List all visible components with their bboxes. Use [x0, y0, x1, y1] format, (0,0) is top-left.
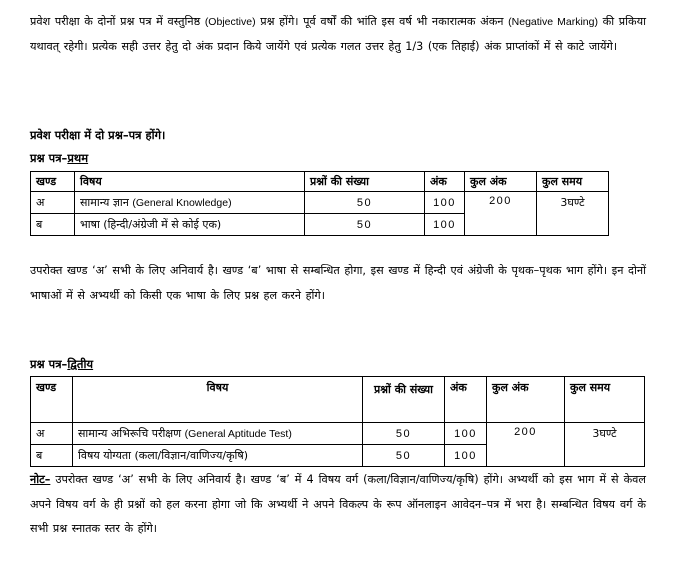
paper1-table	[30, 171, 609, 236]
table-row	[31, 192, 609, 214]
paper1-header-total-marks: कुल अंक	[465, 172, 537, 192]
table-row	[31, 423, 645, 445]
paper1-header-subject: विषय	[75, 172, 305, 192]
subject-cell: भाषा (हिन्दी/अंग्रेजी में से कोई एक)	[75, 214, 305, 236]
paper1-title	[30, 151, 88, 166]
marks-cell: 100	[445, 423, 487, 445]
paper1-header-total-time: कुल समय	[537, 172, 609, 192]
paper2-title-name: द्वितीय	[67, 357, 94, 371]
note-label: नोट–	[30, 473, 51, 486]
paper1-header-marks: अंक	[425, 172, 465, 192]
paper1-header-row	[31, 172, 609, 192]
total-time-cell: 3घण्टे	[537, 192, 609, 236]
note-text: उपरोक्त खण्ड ‘अ’ सभी के लिए अनिवार्य है। खण्ड ‘ब’ में 4 विषय वर्ग (कला/विज्ञान/वाणिज्य/कृषि) होंगे। अभ्यर्थी को इस भाग में से केवल अपने विषय वर्ग के ही प्रश्नों को हल करना होगा जो कि अभ्यर्थी ने अपने विकल्प के रूप ऑनलाइन आवेदन–पत्र में भरा है। सम्बन्धित विषय वर्ग के सभी प्रश्न स्नातक स्तर के होंगे।	[30, 473, 646, 535]
section-cell: ब	[31, 445, 73, 467]
paper2-header-row	[31, 377, 645, 423]
paper2-header-subject: विषय	[73, 377, 363, 423]
paper1-header-section: खण्ड	[31, 172, 75, 192]
section-cell: ब	[31, 214, 75, 236]
paper1-note-paragraph: उपरोक्त खण्ड ‘अ’ सभी के लिए अनिवार्य है। खण्ड ‘ब’ भाषा से सम्बन्धित होगा, इस खण्ड में हिन्दी एवं अंग्रेजी के पृथक–पृथक भाग होंगे। इन दोनों भाषाओं में से अभ्यर्थी को किसी एक भाषा के लिए प्रश्न हल करने होंगे।	[30, 264, 646, 302]
questions-cell: 50	[305, 214, 425, 236]
paper2-table	[30, 376, 645, 467]
paper2-title-prefix: प्रश्न पत्र–	[30, 357, 68, 371]
note-paragraph	[30, 468, 646, 542]
paper2-header-total-time: कुल समय	[565, 377, 645, 423]
paper1-header-questions: प्रश्नों की संख्या	[305, 172, 425, 192]
questions-cell: 50	[363, 445, 445, 467]
intro-paragraph: प्रवेश परीक्षा के दोनों प्रश्न पत्र में वस्तुनिष्ठ (Objective) प्रश्न होंगे। पूर्व वर्षों की भांति इस वर्ष भी नकारात्मक अंकन (Negative Marking) की प्रकिया यथावत् रहेगी। प्रत्येक सही उत्तर हेतु दो अंक प्रदान किये जायेंगे एवं प्रत्येक गलत उत्तर हेतु 1/3 (एक तिहाई) अंक प्राप्तांकों में से काटे जायेंगे।	[30, 15, 646, 53]
paper2-header-questions: प्रश्नों की संख्या	[363, 377, 445, 423]
marks-cell: 100	[445, 445, 487, 467]
total-marks-cell: 200	[465, 192, 537, 236]
subject-cell: सामान्य ज्ञान (General Knowledge)	[75, 192, 305, 214]
section-cell: अ	[31, 192, 75, 214]
paper2-title	[30, 357, 93, 372]
section-heading: प्रवेश परीक्षा में दो प्रश्न–पत्र होंगे।	[30, 128, 166, 142]
paper2-header-section: खण्ड	[31, 377, 73, 423]
paper1-title-prefix: प्रश्न पत्र–	[30, 151, 68, 165]
questions-cell: 50	[363, 423, 445, 445]
subject-cell: विषय योग्यता (कला/विज्ञान/वाणिज्य/कृषि)	[73, 445, 363, 467]
paper2-header-marks: अंक	[445, 377, 487, 423]
total-marks-cell: 200	[487, 423, 565, 467]
marks-cell: 100	[425, 192, 465, 214]
marks-cell: 100	[425, 214, 465, 236]
total-time-cell: 3घण्टे	[565, 423, 645, 467]
subject-cell: सामान्य अभिरूचि परीक्षण (General Aptitude Test)	[73, 423, 363, 445]
questions-cell: 50	[305, 192, 425, 214]
section-cell: अ	[31, 423, 73, 445]
paper2-header-total-marks: कुल अंक	[487, 377, 565, 423]
paper1-title-name: प्रथम	[67, 151, 89, 165]
